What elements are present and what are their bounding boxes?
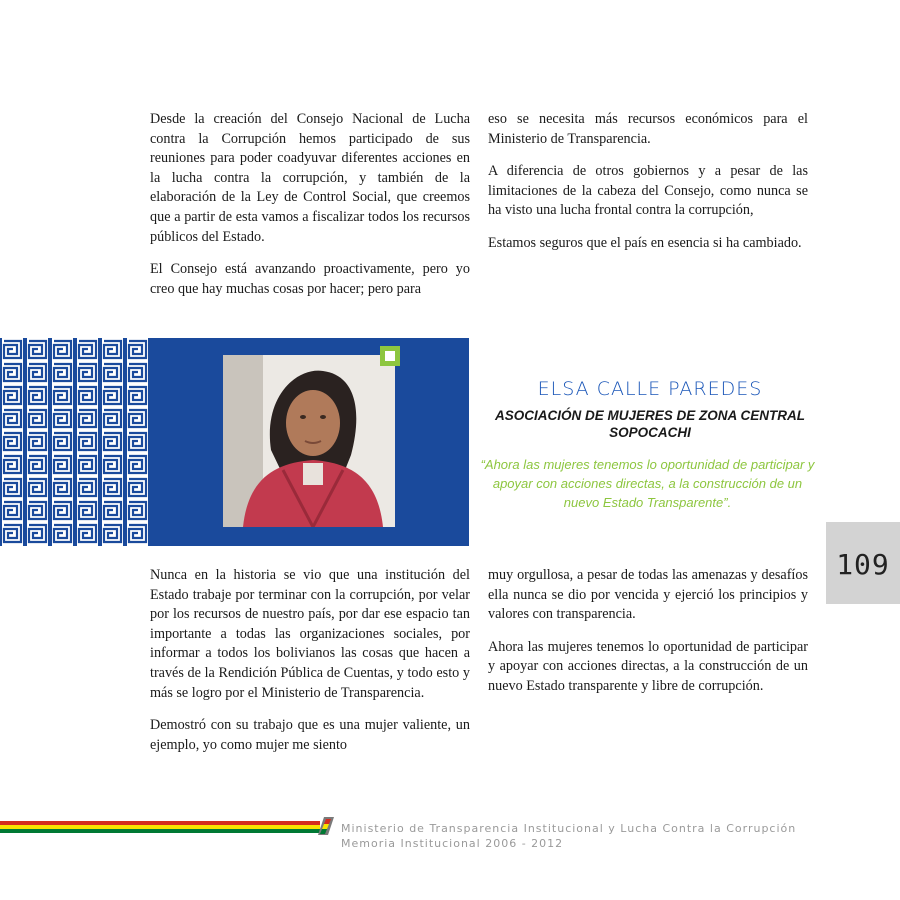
organization-line: ASOCIACIÓN DE MUJERES DE ZONA CENTRAL xyxy=(494,408,806,423)
bolivian-flag-stripe xyxy=(0,821,320,833)
paragraph: El Consejo está avanzando proactivamente, pero yo creo que hay muchas cosas por hacer; pero para xyxy=(150,261,470,297)
organization-name xyxy=(485,407,815,441)
text-column-top-right xyxy=(488,110,808,267)
paragraph: muy orgullosa, a pesar de todas las amenazas y desafíos ella nunca se dio por vencida y ejerció los principios y valores con transparencia. xyxy=(488,567,808,623)
accent-square xyxy=(380,346,400,366)
footer-caption xyxy=(341,821,796,851)
paragraph: Desde la creación del Consejo Nacional de Lucha contra la Corrupción hemos participado de sus reuniones para poder coadyuvar diferentes acciones en la lucha contra la corrupción, y también de la elaboración de la Ley de Control Social, que creemos que a partir de esta vamos a fiscalizar todos los recursos públicos del Estado. xyxy=(150,111,470,245)
pull-quote: “Ahora las mujeres tenemos lo oportunidad de participar y apoyar con acciones directas, a la construcción de un nuevo Estado Transparente”. xyxy=(480,457,815,510)
andean-pattern-decoration xyxy=(0,338,150,546)
person-name: ELSA CALLE PAREDES xyxy=(537,378,763,400)
portrait-photo xyxy=(223,355,395,527)
paragraph: Demostró con su trabajo que es una mujer valiente, un ejemplo, yo como mujer me siento xyxy=(150,717,470,753)
organization-line: SOPOCACHI xyxy=(609,425,691,440)
text-column-top-left xyxy=(150,110,470,312)
footer-line: Memoria Institucional 2006 - 2012 xyxy=(341,837,564,850)
paragraph: Nunca en la historia se vio que una institución del Estado trabaje por terminar con la corrupción, por velar por los recursos de nuestro país, por dar ese espacio tan importante a todas las organizaciones sociales, por informar a todos los bolivianos las cosas que hacen a través de la Rendición Pública de Cuentas, y todo esto y más se logro por el Ministerio de Transparencia. xyxy=(150,567,470,701)
paragraph: eso se necesita más recursos económicos para el Ministerio de Transparencia. xyxy=(488,111,808,147)
paragraph: Ahora las mujeres tenemos lo oportunidad de participar y apoyar con acciones directas, a la construcción de un nuevo Estado transparente y libre de corrupción. xyxy=(488,638,808,694)
text-column-bottom-right xyxy=(488,566,808,710)
flag-emblem-icon xyxy=(318,817,334,835)
page-number: 109 xyxy=(836,548,890,581)
paragraph: A diferencia de otros gobiernos y a pesar de las limitaciones de la cabeza del Consejo, como nunca se ha visto una lucha frontal contra la corrupción, xyxy=(488,163,808,219)
paragraph: Estamos seguros que el país en esencia si ha cambiado. xyxy=(488,234,802,251)
footer-line: Ministerio de Transparencia Institucional y Lucha Contra la Corrupción xyxy=(341,822,797,835)
text-column-bottom-left xyxy=(150,566,470,768)
flag-stripe-green xyxy=(0,829,320,833)
